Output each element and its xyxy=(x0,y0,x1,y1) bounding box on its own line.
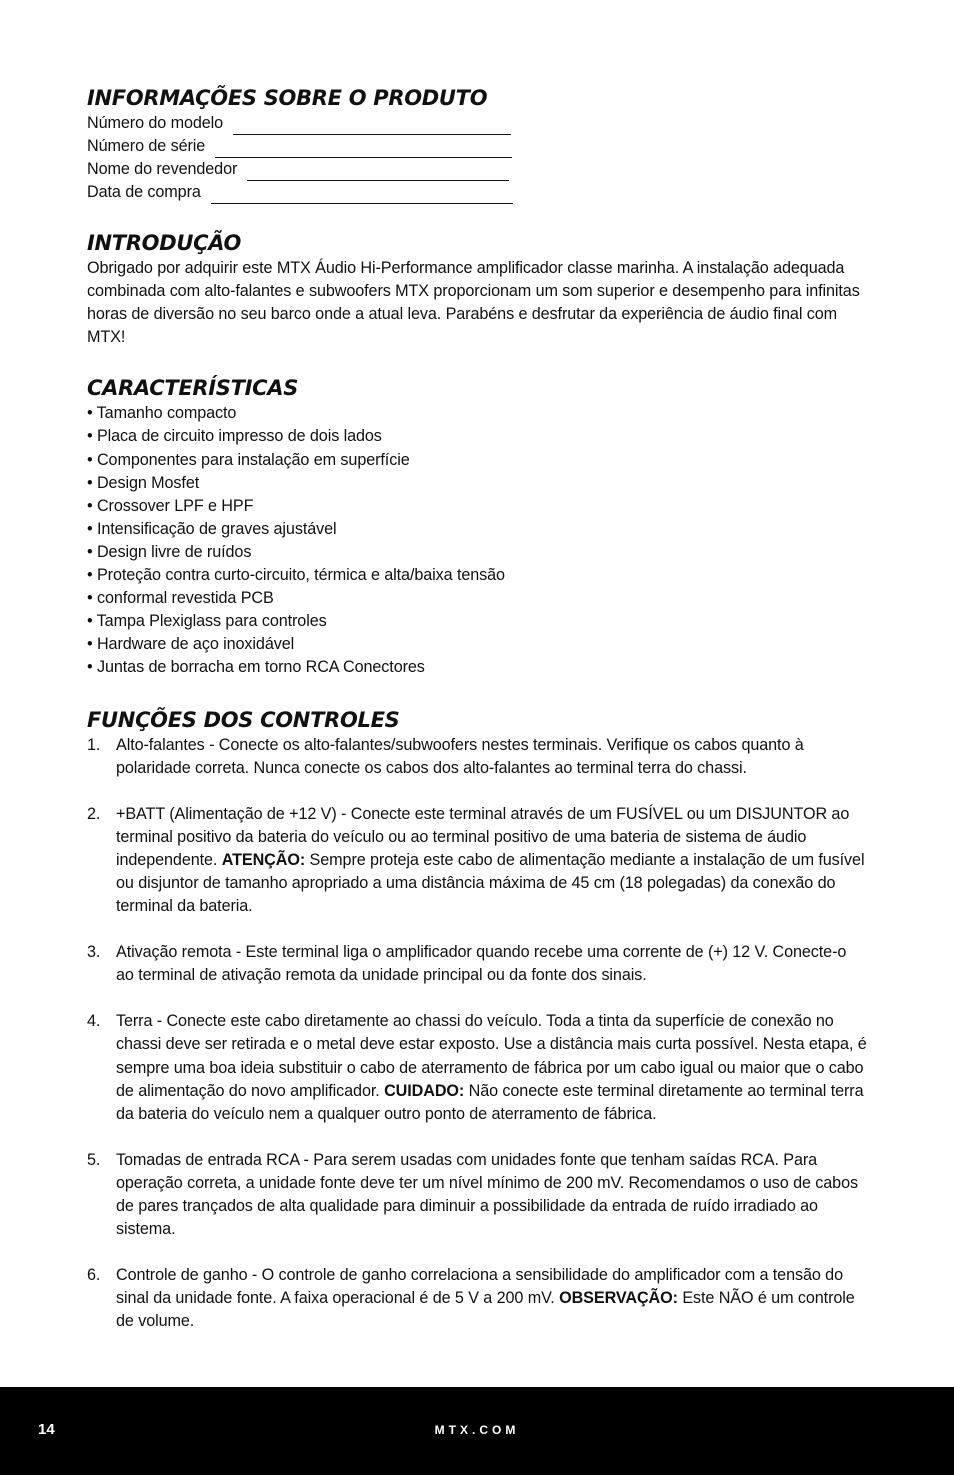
list-item: • Tamanho compacto xyxy=(87,404,237,423)
control-item xyxy=(87,941,867,987)
item-number: 5. xyxy=(87,1150,101,1169)
field-label: Número de série xyxy=(87,136,206,155)
list-item: • Componentes para instalação em superfície xyxy=(87,450,410,469)
item-text: +BATT (Alimentação de +12 V) - Conecte este terminal através de um FUSÍVEL ou um DISJUNTOR ao terminal positivo da bateria do veículo ou ao terminal positivo de uma bateria de sistema de áudio independente. ATENÇÃO: Sempre proteja este cabo de alimentação mediante a instalação de um fusível ou disjuntor de tamanho apropriado a uma distância máxima de 45 cm (18 polegadas) da conexão do terminal da bateria. xyxy=(116,804,865,916)
product-info-heading: INFORMAÇÕES SOBRE O PRODUTO xyxy=(87,86,488,110)
item-number: 3. xyxy=(87,943,101,962)
product-info-section xyxy=(87,84,867,204)
list-item: • Crossover LPF e HPF xyxy=(87,496,254,515)
blank-line xyxy=(215,141,512,158)
item-text: Ativação remota - Este terminal liga o amplificador quando recebe uma corrente de (+) 12 V. Conecte-o ao terminal de ativação remota da unidade principal ou da fonte dos sinais. xyxy=(116,943,847,985)
blank-line xyxy=(247,164,509,181)
field-label: Data de compra xyxy=(87,182,201,201)
item-text: Controle de ganho - O controle de ganho correlaciona a sensibilidade do amplificador com a tensão do sinal da unidade fonte. A faixa operacional é de 5 V a 200 mV. OBSERVAÇÃO: Este NÃO é um controle de volume. xyxy=(116,1266,855,1331)
model-number-field[interactable] xyxy=(87,112,867,135)
item-number: 2. xyxy=(87,804,101,823)
caution-label: CUIDADO: xyxy=(384,1081,465,1100)
intro-text: Obrigado por adquirir este MTX Áudio Hi-Performance amplificador classe marinha. A instalação adequada combinada com alto-falantes e subwoofers MTX proporcionam um som superior e desempenho para infinitas horas de diversão no seu barco onde a atual leva. Parabéns e desfrutar da experiência de áudio final com MTX! xyxy=(87,259,860,347)
purchase-date-field[interactable] xyxy=(87,181,867,204)
intro-heading: INTRODUÇÃO xyxy=(87,231,242,255)
controls-heading: FUNÇÕES DOS CONTROLES xyxy=(87,707,400,732)
warning-label: ATENÇÃO: xyxy=(221,850,306,869)
page-content xyxy=(87,84,867,1356)
control-item xyxy=(87,1010,867,1125)
features-section xyxy=(87,374,867,679)
note-label: OBSERVAÇÃO: xyxy=(559,1289,678,1308)
serial-number-field[interactable] xyxy=(87,135,867,158)
controls-list xyxy=(87,734,867,1334)
item-text: Terra - Conecte este cabo diretamente ao chassi do veículo. Toda a tinta da superfície de conexão no chassi deve ser retirada e o metal deve estar exposto. Use a distância mais curta possível. Nesta etapa, é sempre uma boa ideia substituir o cabo de aterramento de fábrica por um cabo igual ou maior que o cabo de alimentação do novo amplificador. CUIDADO: Não conecte este terminal diretamente ao terminal terra da bateria do veículo nem a qualquer outro ponto de aterramento de fábrica. xyxy=(116,1012,867,1123)
features-heading: CARACTERÍSTICAS xyxy=(87,376,299,401)
control-item xyxy=(87,1264,867,1333)
features-list xyxy=(87,402,867,679)
blank-line xyxy=(233,118,511,135)
dealer-name-field[interactable] xyxy=(87,158,867,181)
item-number: 4. xyxy=(87,1012,101,1031)
website-link[interactable]: MTX.COM xyxy=(434,1423,520,1437)
blank-line xyxy=(211,187,513,204)
item-number: 6. xyxy=(87,1266,101,1285)
list-item: • Juntas de borracha em torno RCA Conectores xyxy=(87,658,425,677)
list-item: • Proteção contra curto-circuito, térmica e alta/baixa tensão xyxy=(87,566,505,585)
list-item: • Design livre de ruídos xyxy=(87,542,252,561)
page-number: 14 xyxy=(38,1421,55,1438)
list-item: • Placa de circuito impresso de dois lados xyxy=(87,427,382,446)
page-footer xyxy=(0,1387,954,1475)
list-item: • Intensificação de graves ajustável xyxy=(87,519,337,538)
item-number: 1. xyxy=(87,735,101,754)
list-item: • Design Mosfet xyxy=(87,473,200,492)
list-item: • Hardware de aço inoxidável xyxy=(87,635,295,654)
control-item xyxy=(87,803,867,918)
control-item xyxy=(87,734,867,780)
list-item: • Tampa Plexiglass para controles xyxy=(87,612,327,631)
controls-section xyxy=(87,706,867,1334)
control-item xyxy=(87,1149,867,1241)
list-item: • conformal revestida PCB xyxy=(87,589,274,608)
item-text: Tomadas de entrada RCA - Para serem usadas com unidades fonte que tenham saídas RCA. Para operação correta, a unidade fonte deve ter um nível mínimo de 200 mV. Recomendamos o uso de cabos de pares trançados de alta qualidade para diminuir a possibilidade da entrada de ruído irradiado ao sistema. xyxy=(116,1150,858,1239)
item-text: Alto-falantes - Conecte os alto-falantes/subwoofers nestes terminais. Verifique os cabos quanto à polaridade correta. Nunca conecte os cabos dos alto-falantes ao terminal terra do chassi. xyxy=(116,735,804,777)
intro-section xyxy=(87,229,867,349)
field-label: Número do modelo xyxy=(87,113,224,132)
field-label: Nome do revendedor xyxy=(87,159,238,178)
